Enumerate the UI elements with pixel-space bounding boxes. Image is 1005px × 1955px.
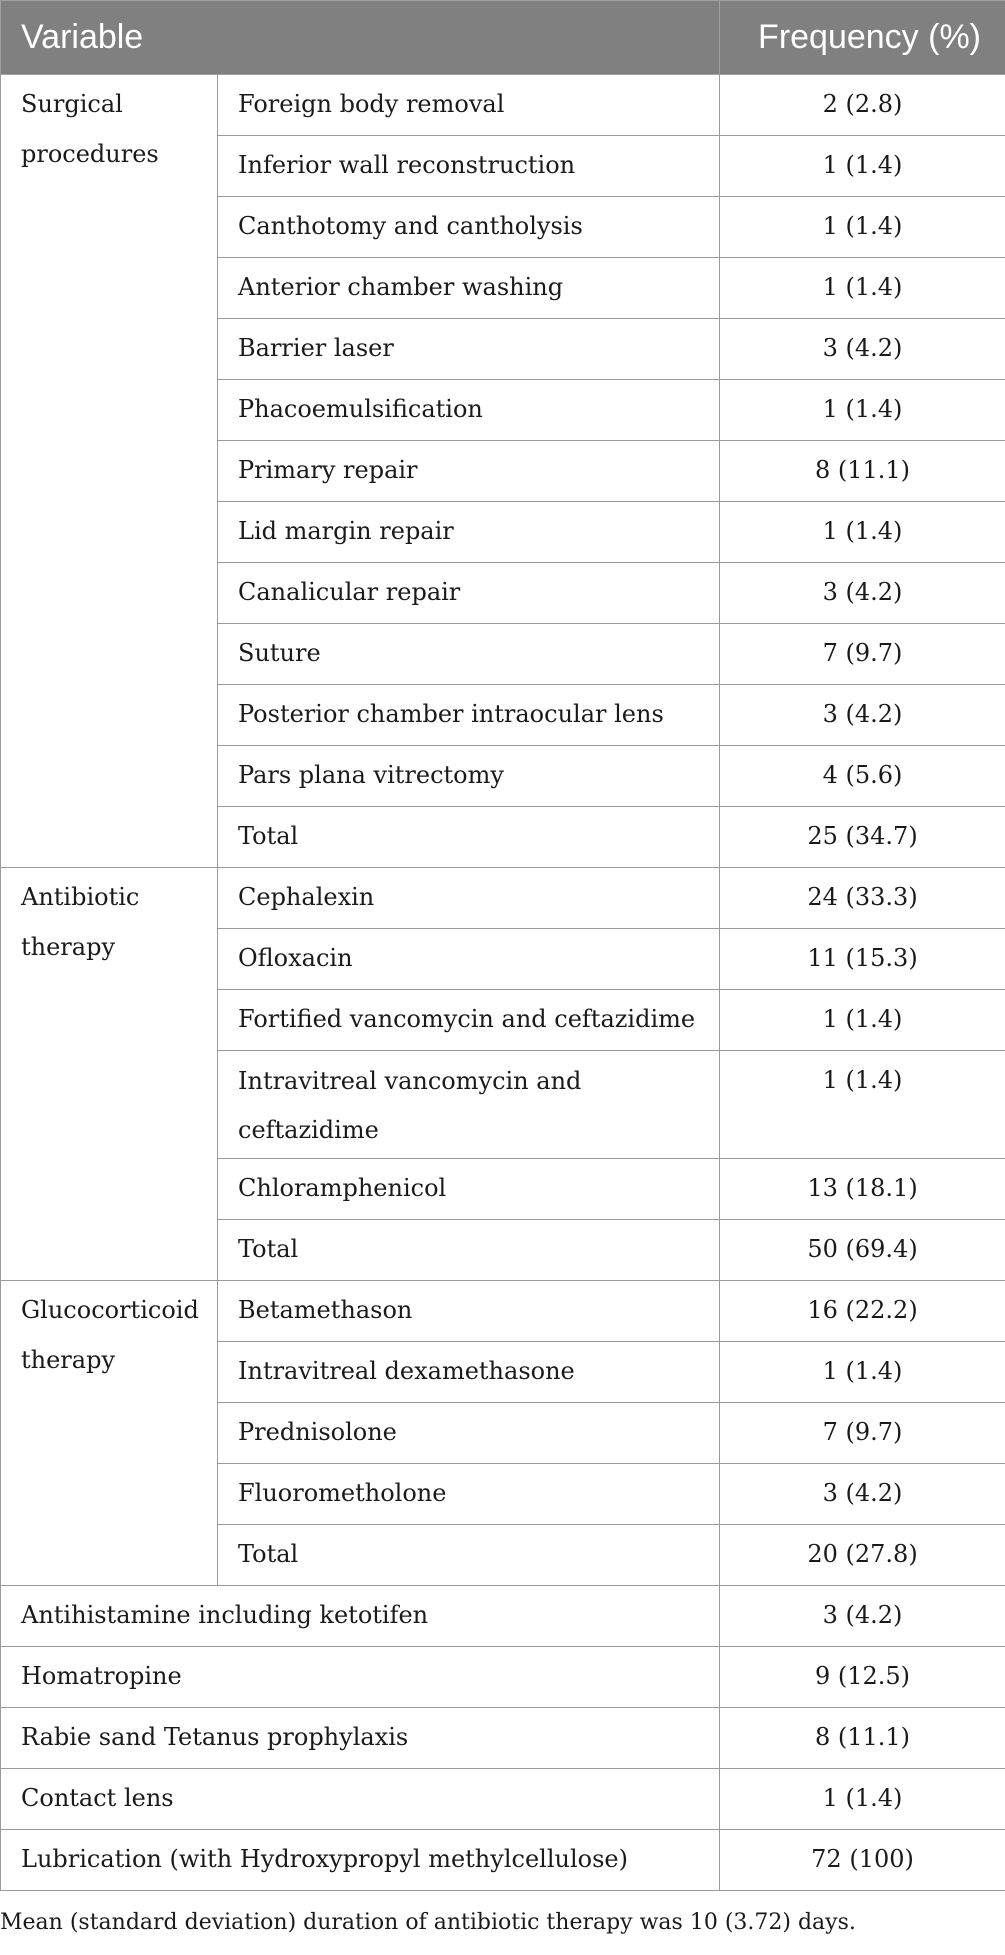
row-name: Ofloxacin (218, 929, 720, 990)
row-value: 13 (18.1) (720, 1159, 1005, 1220)
table-footnote: Mean (standard deviation) duration of antibiotic therapy was 10 (3.72) days. (0, 1910, 856, 1935)
row-value: 24 (33.3) (720, 868, 1005, 929)
row-value: 1 (1.4) (720, 1769, 1005, 1830)
row-name: Intravitreal vancomycin and ceftazidime (218, 1051, 720, 1159)
row-name: Posterior chamber intraocular lens (218, 685, 720, 746)
group-label: Surgical procedures (1, 75, 218, 868)
row-name: Canthotomy and cantholysis (218, 197, 720, 258)
row-name: Lubrication (with Hydroxypropyl methylcellulose) (1, 1830, 720, 1891)
row-value: 25 (34.7) (720, 807, 1005, 868)
table-row (1, 1769, 1005, 1830)
row-value: 8 (11.1) (720, 1708, 1005, 1769)
row-value: 1 (1.4) (720, 1342, 1005, 1403)
row-value: 3 (4.2) (720, 319, 1005, 380)
row-value: 1 (1.4) (720, 197, 1005, 258)
table-row (1, 1586, 1005, 1647)
row-name: Foreign body removal (218, 75, 720, 136)
row-name: Fortified vancomycin and ceftazidime (218, 990, 720, 1051)
row-name: Chloramphenicol (218, 1159, 720, 1220)
row-name: Antihistamine including ketotifen (1, 1586, 720, 1647)
row-name: Phacoemulsification (218, 380, 720, 441)
row-value: 11 (15.3) (720, 929, 1005, 990)
row-value: 1 (1.4) (720, 380, 1005, 441)
row-name: Homatropine (1, 1647, 720, 1708)
row-value: 3 (4.2) (720, 1464, 1005, 1525)
row-value: 3 (4.2) (720, 685, 1005, 746)
table-header-row (1, 1, 1005, 75)
row-value: 7 (9.7) (720, 624, 1005, 685)
table-row (1, 75, 1005, 136)
row-name: Primary repair (218, 441, 720, 502)
row-name: Pars plana vitrectomy (218, 746, 720, 807)
row-value: 1 (1.4) (720, 136, 1005, 197)
row-value: 1 (1.4) (720, 502, 1005, 563)
row-name: Anterior chamber washing (218, 258, 720, 319)
row-name: Rabie sand Tetanus prophylaxis (1, 1708, 720, 1769)
table-row (1, 1647, 1005, 1708)
row-value: 2 (2.8) (720, 75, 1005, 136)
row-name: Total (218, 807, 720, 868)
header-variable: Variable (1, 1, 720, 75)
row-name: Total (218, 1220, 720, 1281)
row-name: Prednisolone (218, 1403, 720, 1464)
row-name: Fluorometholone (218, 1464, 720, 1525)
row-value: 20 (27.8) (720, 1525, 1005, 1586)
row-name: Lid margin repair (218, 502, 720, 563)
row-value: 72 (100) (720, 1830, 1005, 1891)
row-name: Total (218, 1525, 720, 1586)
row-value: 7 (9.7) (720, 1403, 1005, 1464)
row-name: Canalicular repair (218, 563, 720, 624)
row-value: 1 (1.4) (720, 990, 1005, 1051)
row-value: 8 (11.1) (720, 441, 1005, 502)
row-name: Intravitreal dexamethasone (218, 1342, 720, 1403)
row-value: 9 (12.5) (720, 1647, 1005, 1708)
table-row (1, 1708, 1005, 1769)
row-value: 3 (4.2) (720, 1586, 1005, 1647)
row-value: 50 (69.4) (720, 1220, 1005, 1281)
table-row (1, 1281, 1005, 1342)
table-row (1, 868, 1005, 929)
row-value: 16 (22.2) (720, 1281, 1005, 1342)
row-name: Inferior wall reconstruction (218, 136, 720, 197)
table-row (1, 1830, 1005, 1891)
row-name: Contact lens (1, 1769, 720, 1830)
row-value: 1 (1.4) (720, 258, 1005, 319)
row-value: 4 (5.6) (720, 746, 1005, 807)
group-label: Glucocorticoid therapy (1, 1281, 218, 1586)
row-name: Cephalexin (218, 868, 720, 929)
group-label: Antibiotic therapy (1, 868, 218, 1281)
row-value: 1 (1.4) (720, 1051, 1005, 1159)
header-frequency: Frequency (%) (720, 1, 1005, 75)
row-value: 3 (4.2) (720, 563, 1005, 624)
row-name: Betamethason (218, 1281, 720, 1342)
row-name: Barrier laser (218, 319, 720, 380)
row-name: Suture (218, 624, 720, 685)
